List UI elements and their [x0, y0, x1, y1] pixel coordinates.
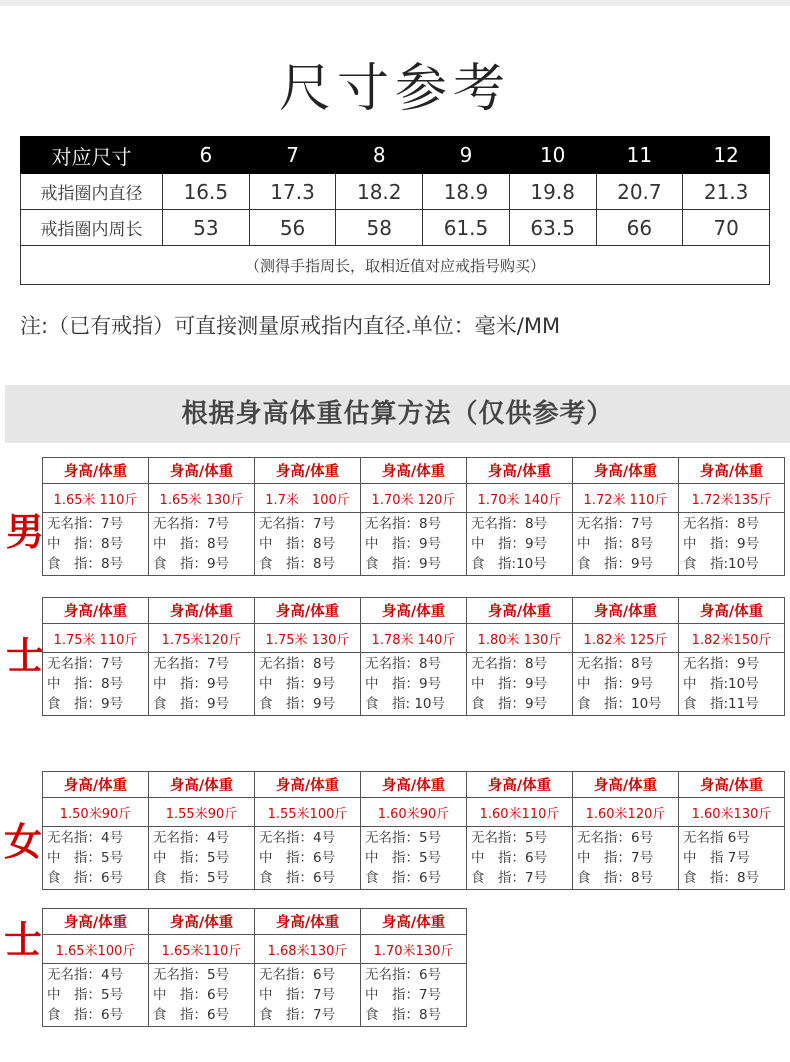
- finger-size-cell: [467, 653, 573, 716]
- column-header: 身高/体重: [573, 772, 679, 798]
- middle-finger-size: 中 指 7号: [683, 850, 750, 866]
- index-finger-size: 食 指：7号: [471, 870, 548, 886]
- column-header: 身高/体重: [255, 772, 361, 798]
- column-header: 身高/体重: [467, 598, 573, 624]
- ring-finger-size: 无名指：4号: [47, 967, 124, 983]
- middle-finger-size: 中 指：8号: [47, 676, 124, 692]
- height-weight-value: 1.78米 140斤: [361, 624, 467, 653]
- ring-finger-size: 无名指：6号: [259, 967, 336, 983]
- height-weight-value: 1.70米130斤: [361, 935, 467, 964]
- height-weight-value: 1.60米120斤: [573, 798, 679, 827]
- men-estimate-table-2: [42, 597, 785, 716]
- ring-finger-size: 无名指：4号: [259, 830, 336, 846]
- column-header: 身高/体重: [43, 598, 149, 624]
- diameter-label: 戒指圈内直径: [21, 174, 163, 210]
- height-weight-value: 1.80米 130斤: [467, 624, 573, 653]
- ring-finger-size: 无名指：8号: [471, 656, 548, 672]
- diameter-value: 16.5: [163, 174, 250, 210]
- column-header: 身高/体重: [467, 772, 573, 798]
- ring-finger-size: 无名指：8号: [259, 656, 336, 672]
- finger-size-cell: [149, 513, 255, 576]
- ring-finger-size: 无名指：5号: [365, 830, 442, 846]
- men-estimate-table-1: [42, 457, 785, 576]
- finger-size-cell: [361, 513, 467, 576]
- index-finger-size: 食 指：9号: [259, 696, 336, 712]
- ring-finger-size: 无名指：7号: [153, 656, 230, 672]
- finger-size-cell: [43, 827, 149, 890]
- index-finger-size: 食 指：8号: [365, 1007, 442, 1023]
- middle-finger-size: 中 指：9号: [365, 536, 442, 552]
- height-weight-value: 1.65米 130斤: [149, 484, 255, 513]
- finger-size-cell: [361, 827, 467, 890]
- ring-finger-size: 无名指：7号: [47, 656, 124, 672]
- ring-finger-size: 无名指：7号: [153, 516, 230, 532]
- column-header: 身高/体重: [679, 458, 785, 484]
- column-header: 身高/体重: [149, 598, 255, 624]
- ring-finger-size: 无名指：8号: [683, 516, 760, 532]
- index-finger-size: 食 指：8号: [683, 870, 760, 886]
- column-header: 身高/体重: [43, 909, 149, 935]
- finger-size-cell: [255, 653, 361, 716]
- index-finger-size: 食 指：6号: [47, 1007, 124, 1023]
- diameter-row: [21, 174, 770, 210]
- height-weight-value: 1.60米130斤: [679, 798, 785, 827]
- middle-finger-size: 中 指:10号: [683, 676, 759, 692]
- column-header: 身高/体重: [149, 909, 255, 935]
- middle-finger-size: 中 指：5号: [365, 850, 442, 866]
- height-weight-value: 1.75米120斤: [149, 624, 255, 653]
- height-weight-value: 1.68米130斤: [255, 935, 361, 964]
- finger-size-cell: [679, 827, 785, 890]
- diameter-value: 18.9: [423, 174, 510, 210]
- men-label-1: 男: [6, 510, 45, 554]
- women-estimate-table-2: [42, 908, 467, 1027]
- height-weight-value: 1.60米90斤: [361, 798, 467, 827]
- column-header: 身高/体重: [361, 458, 467, 484]
- column-header: 身高/体重: [43, 772, 149, 798]
- finger-size-cell: [255, 964, 361, 1027]
- finger-size-cell: [573, 653, 679, 716]
- index-finger-size: 食 指：8号: [47, 556, 124, 572]
- size-value: 10: [509, 137, 596, 174]
- index-finger-size: 食 指：9号: [153, 556, 230, 572]
- column-header: 身高/体重: [679, 772, 785, 798]
- women-label-2: 士: [4, 918, 43, 962]
- index-finger-size: 食 指:11号: [683, 696, 759, 712]
- size-value: 8: [336, 137, 423, 174]
- diameter-value: 19.8: [509, 174, 596, 210]
- height-weight-value: 1.75米 130斤: [255, 624, 361, 653]
- column-header: 身高/体重: [255, 598, 361, 624]
- circumference-value: 66: [596, 210, 683, 246]
- height-weight-value: 1.60米110斤: [467, 798, 573, 827]
- middle-finger-size: 中 指：6号: [471, 850, 548, 866]
- ring-finger-size: 无名指：8号: [577, 656, 654, 672]
- middle-finger-size: 中 指：7号: [259, 987, 336, 1003]
- middle-finger-size: 中 指：8号: [47, 536, 124, 552]
- height-weight-value: 1.70米 120斤: [361, 484, 467, 513]
- index-finger-size: 食 指：6号: [153, 1007, 230, 1023]
- finger-size-cell: [43, 964, 149, 1027]
- middle-finger-size: 中 指：9号: [259, 676, 336, 692]
- diameter-value: 18.2: [336, 174, 423, 210]
- index-finger-size: 食 指：5号: [153, 870, 230, 886]
- diameter-value: 17.3: [249, 174, 336, 210]
- ring-finger-size: 无名指：6号: [577, 830, 654, 846]
- index-finger-size: 食 指：9号: [153, 696, 230, 712]
- height-weight-value: 1.72米 110斤: [573, 484, 679, 513]
- index-finger-size: 食 指：9号: [365, 556, 442, 572]
- height-weight-value: 1.7米 100斤: [255, 484, 361, 513]
- size-header-label: 对应尺寸: [21, 137, 163, 174]
- circumference-value: 70: [683, 210, 770, 246]
- height-weight-value: 1.50米90斤: [43, 798, 149, 827]
- index-finger-size: 食 指：10号: [577, 696, 662, 712]
- finger-size-cell: [467, 827, 573, 890]
- circumference-value: 56: [249, 210, 336, 246]
- finger-size-cell: [361, 653, 467, 716]
- note-row: [21, 246, 770, 285]
- index-finger-size: 食 指:10号: [471, 556, 547, 572]
- size-value: 12: [683, 137, 770, 174]
- circumference-value: 53: [163, 210, 250, 246]
- size-header-row: [21, 137, 770, 174]
- finger-size-cell: [679, 513, 785, 576]
- middle-finger-size: 中 指：7号: [365, 987, 442, 1003]
- finger-size-cell: [149, 964, 255, 1027]
- column-header: 身高/体重: [467, 458, 573, 484]
- ring-finger-size: 无名指：7号: [577, 516, 654, 532]
- diameter-value: 20.7: [596, 174, 683, 210]
- finger-size-cell: [573, 827, 679, 890]
- index-finger-size: 食 指：7号: [259, 1007, 336, 1023]
- index-finger-size: 食 指: 10号: [365, 696, 446, 712]
- height-weight-value: 1.65米100斤: [43, 935, 149, 964]
- finger-size-cell: [255, 513, 361, 576]
- height-weight-value: 1.82米 125斤: [573, 624, 679, 653]
- index-finger-size: 食 指:10号: [683, 556, 759, 572]
- ring-finger-size: 无名指：5号: [153, 967, 230, 983]
- index-finger-size: 食 指：8号: [577, 870, 654, 886]
- height-weight-value: 1.55米100斤: [255, 798, 361, 827]
- column-header: 身高/体重: [255, 909, 361, 935]
- middle-finger-size: 中 指：6号: [259, 850, 336, 866]
- middle-finger-size: 中 指：7号: [577, 850, 654, 866]
- page-title: 尺寸参考: [278, 59, 511, 119]
- height-weight-value: 1.55米90斤: [149, 798, 255, 827]
- size-value: 6: [163, 137, 250, 174]
- finger-size-cell: [467, 513, 573, 576]
- column-header: 身高/体重: [361, 772, 467, 798]
- middle-finger-size: 中 指：9号: [471, 536, 548, 552]
- height-weight-value: 1.65米110斤: [149, 935, 255, 964]
- ring-finger-size: 无名指：9号: [683, 656, 760, 672]
- top-strip: [0, 0, 790, 6]
- measurement-note: 注:（已有戒指）可直接测量原戒指内直径.单位：毫米/MM: [20, 314, 561, 338]
- men-label-2: 士: [6, 634, 45, 678]
- circumference-label: 戒指圈内周长: [21, 210, 163, 246]
- middle-finger-size: 中 指：8号: [577, 536, 654, 552]
- size-table-note: （测得手指周长，取相近值对应戒指号购买）: [21, 246, 770, 285]
- height-weight-value: 1.72米135斤: [679, 484, 785, 513]
- finger-size-cell: [149, 653, 255, 716]
- column-header: 身高/体重: [255, 458, 361, 484]
- ring-finger-size: 无名指：4号: [47, 830, 124, 846]
- column-header: 身高/体重: [43, 458, 149, 484]
- middle-finger-size: 中 指：8号: [259, 536, 336, 552]
- size-value: 9: [423, 137, 510, 174]
- index-finger-size: 食 指：6号: [365, 870, 442, 886]
- ring-finger-size: 无名指：8号: [365, 656, 442, 672]
- height-weight-value: 1.75米 110斤: [43, 624, 149, 653]
- column-header: 身高/体重: [149, 458, 255, 484]
- index-finger-size: 食 指：8号: [259, 556, 336, 572]
- index-finger-size: 食 指：6号: [47, 870, 124, 886]
- column-header: 身高/体重: [679, 598, 785, 624]
- middle-finger-size: 中 指：9号: [153, 676, 230, 692]
- size-value: 7: [249, 137, 336, 174]
- column-header: 身高/体重: [573, 598, 679, 624]
- column-header: 身高/体重: [361, 598, 467, 624]
- finger-size-cell: [43, 513, 149, 576]
- ring-finger-size: 无名指：5号: [471, 830, 548, 846]
- middle-finger-size: 中 指：5号: [47, 850, 124, 866]
- index-finger-size: 食 指：6号: [259, 870, 336, 886]
- column-header: 身高/体重: [149, 772, 255, 798]
- middle-finger-size: 中 指：5号: [153, 850, 230, 866]
- ring-finger-size: 无名指：8号: [365, 516, 442, 532]
- women-estimate-table-1: [42, 771, 785, 890]
- finger-size-cell: [149, 827, 255, 890]
- index-finger-size: 食 指：9号: [577, 556, 654, 572]
- ring-finger-size: 无名指 6号: [683, 830, 750, 846]
- finger-size-cell: [255, 827, 361, 890]
- finger-size-cell: [573, 513, 679, 576]
- ring-finger-size: 无名指：8号: [471, 516, 548, 532]
- size-value: 11: [596, 137, 683, 174]
- circumference-value: 63.5: [509, 210, 596, 246]
- index-finger-size: 食 指：9号: [47, 696, 124, 712]
- middle-finger-size: 中 指：8号: [153, 536, 230, 552]
- ring-finger-size: 无名指：7号: [47, 516, 124, 532]
- height-weight-value: 1.65米 110斤: [43, 484, 149, 513]
- circumference-row: [21, 210, 770, 246]
- finger-size-cell: [361, 964, 467, 1027]
- middle-finger-size: 中 指：5号: [47, 987, 124, 1003]
- circumference-value: 61.5: [423, 210, 510, 246]
- women-label-1: 女: [4, 820, 43, 864]
- ring-finger-size: 无名指：7号: [259, 516, 336, 532]
- ring-finger-size: 无名指：4号: [153, 830, 230, 846]
- size-table: [20, 136, 770, 285]
- finger-size-cell: [43, 653, 149, 716]
- index-finger-size: 食 指：9号: [471, 696, 548, 712]
- column-header: 身高/体重: [573, 458, 679, 484]
- height-weight-value: 1.70米 140斤: [467, 484, 573, 513]
- finger-size-cell: [679, 653, 785, 716]
- height-weight-value: 1.82米150斤: [679, 624, 785, 653]
- middle-finger-size: 中 指：6号: [153, 987, 230, 1003]
- middle-finger-size: 中 指：9号: [471, 676, 548, 692]
- circumference-value: 58: [336, 210, 423, 246]
- ring-finger-size: 无名指：6号: [365, 967, 442, 983]
- section-title: 根据身高体重估算方法（仅供参考）: [5, 385, 790, 443]
- middle-finger-size: 中 指：9号: [577, 676, 654, 692]
- diameter-value: 21.3: [683, 174, 770, 210]
- column-header: 身高/体重: [361, 909, 467, 935]
- middle-finger-size: 中 指：9号: [683, 536, 760, 552]
- middle-finger-size: 中 指：9号: [365, 676, 442, 692]
